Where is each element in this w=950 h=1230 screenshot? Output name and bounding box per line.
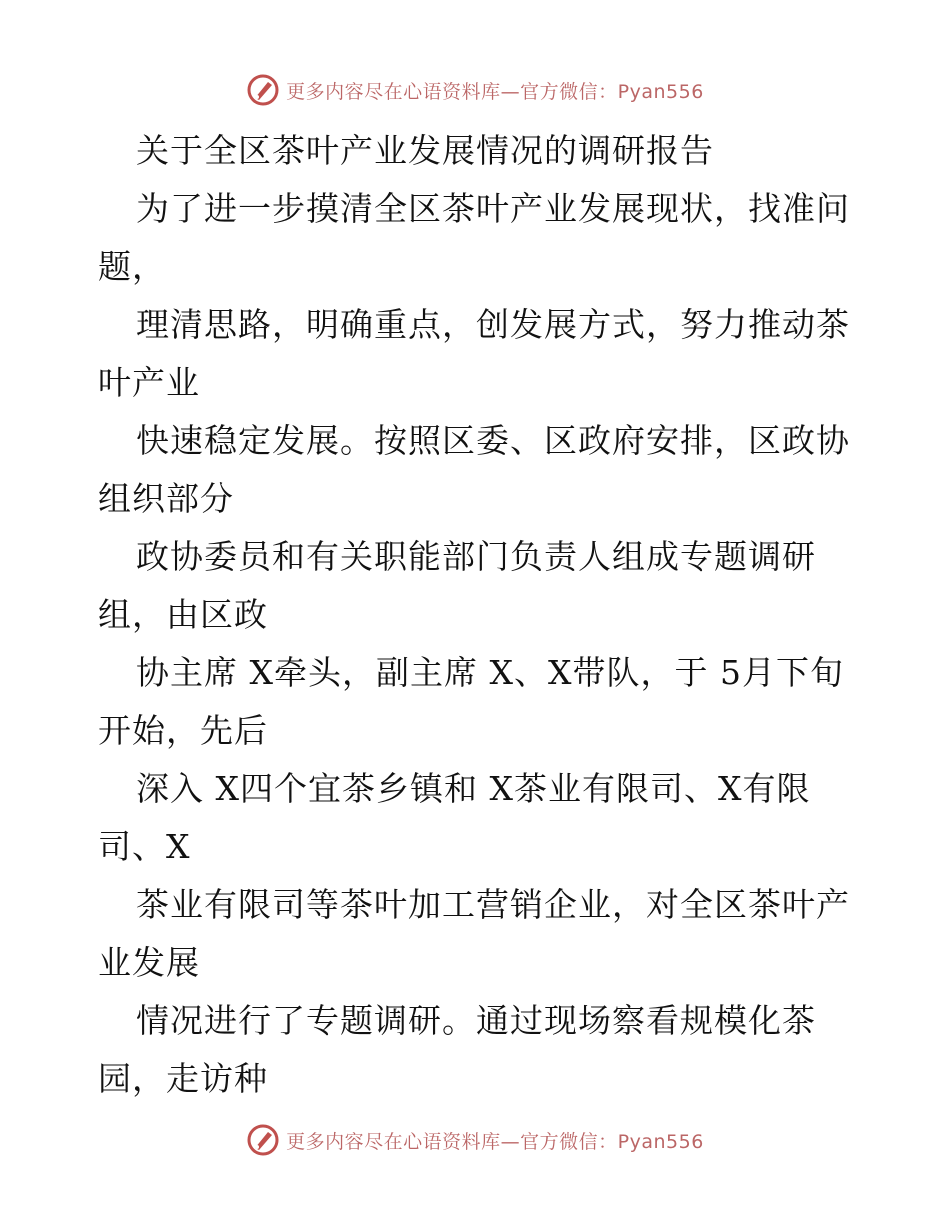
document-line: 理清思路，明确重点，创发展方式，努力推动茶 <box>136 305 850 344</box>
footer-banner-text: 更多内容尽在心语资料库—官方微信：Pyan556 <box>286 1130 704 1153</box>
document-line: 司、X <box>98 827 191 866</box>
document-line: 园，走访种 <box>98 1059 268 1098</box>
document-line: 题， <box>98 247 166 286</box>
document-line: 情况进行了专题调研。通过现场察看规模化茶 <box>136 1001 816 1040</box>
document-line: 协主席 X牵头，副主席 X、X带队，于 5月下旬 <box>136 653 844 692</box>
quill-pen-logo-icon <box>246 73 280 107</box>
document-line: 组，由区政 <box>98 595 268 634</box>
document-line: 快速稳定发展。按照区委、区政府安排，区政协 <box>136 421 850 460</box>
document-body <box>98 122 858 1108</box>
document-line: 组织部分 <box>98 479 234 518</box>
header-banner <box>0 70 950 110</box>
document-line: 叶产业 <box>98 363 200 402</box>
document-line: 茶业有限司等茶叶加工营销企业，对全区茶叶产 <box>136 885 850 924</box>
document-line: 深入 X四个宜茶乡镇和 X茶业有限司、X有限 <box>136 769 811 808</box>
document-line: 政协委员和有关职能部门负责人组成专题调研 <box>136 537 816 576</box>
document-line: 业发展 <box>98 943 200 982</box>
header-banner-text: 更多内容尽在心语资料库—官方微信：Pyan556 <box>286 80 704 103</box>
document-line: 开始，先后 <box>98 711 268 750</box>
document-title: 关于全区茶叶产业发展情况的调研报告 <box>136 131 714 170</box>
footer-banner <box>0 1120 950 1160</box>
quill-pen-logo-icon <box>246 1123 280 1157</box>
document-line: 为了进一步摸清全区茶叶产业发展现状，找准问 <box>136 189 850 228</box>
